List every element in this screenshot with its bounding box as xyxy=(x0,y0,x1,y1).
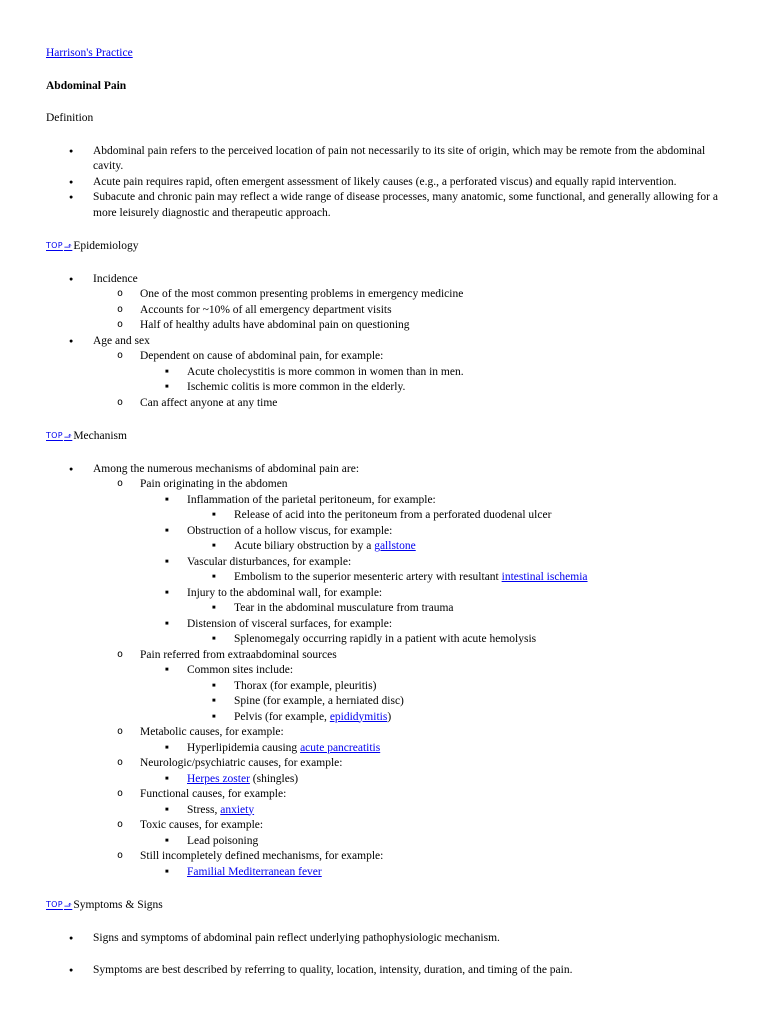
top-link[interactable]: TOP⬏ xyxy=(46,900,73,911)
list-item: ■ Injury to the abdominal wall, for example: ■ Tear in the abdominal musculature from trauma xyxy=(140,586,736,617)
list-item: o One of the most common presenting problems in emergency medicine xyxy=(93,287,736,303)
list-item: o Metabolic causes, for example: ■ Hyperlipidemia causing acute pancreatitis xyxy=(93,725,736,756)
list-item: ● Among the numerous mechanisms of abdominal pain are: o Pain originating in the abdomen ■ Inflammation of the parietal peritoneum, for example: ■ Release of acid into the peritoneum from a perforated duodenal ulcer ■ Obstruction of a hollow viscus, for example: ■ Acute biliary obstruction by a gallstone ■ Vascular disturbances, for example: ■ Embolism to the superior mesenteric artery with resultant intestinal ischemia ■ Injury to the abdominal wall, for example: ■ Tear in the abdominal musculature from trauma ■ Distension of visceral surfaces, for example: ■ Splenomegaly occurring rapidly in a patient with acute hemolysis o Pain referred from extraabdominal sources ■ Common sites include: ■ Thorax (for example, pleuritis) ■ Spine (for example, a herniated disc) ■ Pelvis (for example, epididymitis) o Metabolic causes, for example: ■ Hyperlipidemia causing acute pancreatitis o Neurologic/psychiatric causes, for example: ■ Herpes zoster (shingles) o Functional causes, for example: ■ Stress, anxiety o Toxic causes, for example: ■ Lead poisoning o Still incompletely defined mechanisms, for example: ■ Familial Mediterranean fever xyxy=(46,462,736,881)
epidemiology-heading: TOP⬏Epidemiology xyxy=(46,240,139,252)
list-item: o Still incompletely defined mechanisms, for example: ■ Familial Mediterranean fever xyxy=(93,849,736,880)
list-item: ■ Splenomegaly occurring rapidly in a patient with acute hemolysis xyxy=(187,632,736,648)
list-item: ■ Spine (for example, a herniated disc) xyxy=(187,694,736,710)
list-item: ■ Inflammation of the parietal peritoneum, for example: ■ Release of acid into the peritoneum from a perforated duodenal ulcer xyxy=(140,493,736,524)
list-item: ● Acute pain requires rapid, often emergent assessment of likely causes (e.g., a perforated viscus) and equally rapid intervention. xyxy=(46,175,736,191)
page-title: Abdominal Pain xyxy=(46,79,127,92)
list-item: ■ Hyperlipidemia causing acute pancreatitis xyxy=(140,741,736,757)
list-item: o Functional causes, for example: ■ Stress, anxiety xyxy=(93,787,736,818)
gallstone-link[interactable]: gallstone xyxy=(374,540,416,552)
anxiety-link[interactable]: anxiety xyxy=(220,803,255,816)
list-item: ● Age and sex o Dependent on cause of abdominal pain, for example: ■ Acute cholecystitis is more common in women than in men. ■ Ischemic colitis is more common in the elderly. o Can affect anyone at any time xyxy=(46,334,736,412)
list-item: o Pain referred from extraabdominal sources ■ Common sites include: ■ Thorax (for example, pleuritis) ■ Spine (for example, a herniated disc) ■ Pelvis (for example, epididymitis) xyxy=(93,648,736,726)
herpes-zoster-link[interactable]: Herpes zoster xyxy=(187,772,250,785)
list-item: ■ Distension of visceral surfaces, for example: ■ Splenomegaly occurring rapidly in a patient with acute hemolysis xyxy=(140,617,736,648)
list-item: ● Signs and symptoms of abdominal pain reflect underlying pathophysiologic mechanism. xyxy=(46,931,736,947)
list-item xyxy=(140,865,736,881)
symptoms-list xyxy=(46,931,736,979)
list-item: ■ Acute cholecystitis is more common in women than in men. xyxy=(140,365,736,381)
up-arrow-icon: ⬏ xyxy=(63,241,73,252)
list-item: ■ Acute biliary obstruction by a gallstone xyxy=(187,539,736,555)
familial-mediterranean-fever-link[interactable]: Familial Mediterranean fever xyxy=(187,865,322,878)
epidemiology-list xyxy=(46,272,736,412)
list-item: ■ Embolism to the superior mesenteric artery with resultant intestinal ischemia xyxy=(187,570,736,586)
intestinal-ischemia-link[interactable]: intestinal ischemia xyxy=(501,571,588,583)
list-item: o Neurologic/psychiatric causes, for example: ■ Herpes zoster (shingles) xyxy=(93,756,736,787)
list-item: o Half of healthy adults have abdominal pain on questioning xyxy=(93,318,736,334)
list-item: o Dependent on cause of abdominal pain, for example: ■ Acute cholecystitis is more common in women than in men. ■ Ischemic colitis is more common in the elderly. xyxy=(93,349,736,396)
top-link[interactable]: TOP⬏ xyxy=(46,431,73,442)
harrisons-practice-link[interactable]: Harrison's Practice xyxy=(46,47,133,59)
acute-pancreatitis-link[interactable]: acute pancreatitis xyxy=(300,741,381,754)
list-item: ● Symptoms are best described by referring to quality, location, intensity, duration, and timing of the pain. xyxy=(46,963,736,979)
mechanism-heading: TOP⬏Mechanism xyxy=(46,430,127,442)
list-item: ■ Stress, anxiety xyxy=(140,803,736,819)
symptoms-heading: TOP⬏Symptoms & Signs xyxy=(46,899,163,911)
list-item: o Pain originating in the abdomen ■ Inflammation of the parietal peritoneum, for example: ■ Release of acid into the peritoneum from a perforated duodenal ulcer ■ Obstruction of a hollow viscus, for example: ■ Acute biliary obstruction by a gallstone ■ Vascular disturbances, for example: ■ Embolism to the superior mesenteric artery with resultant intestinal ischemia ■ Injury to the abdominal wall, for example: ■ Tear in the abdominal musculature from trauma ■ Distension of visceral surfaces, for example: ■ Splenomegaly occurring rapidly in a patient with acute hemolysis xyxy=(93,477,736,648)
list-item: ● Abdominal pain refers to the perceived location of pain not necessarily to its site of origin, which may be remote from the abdominal cavity. xyxy=(46,144,736,175)
mechanism-list xyxy=(46,462,736,881)
list-item: ■ Obstruction of a hollow viscus, for example: ■ Acute biliary obstruction by a gallstone xyxy=(140,524,736,555)
list-item: ■ Lead poisoning xyxy=(140,834,736,850)
list-item: ■ Ischemic colitis is more common in the elderly. xyxy=(140,380,736,396)
list-item: ● Incidence o One of the most common presenting problems in emergency medicine o Accounts for ~10% of all emergency department visits o Half of healthy adults have abdominal pain on questioning xyxy=(46,272,736,334)
list-item: ■ Vascular disturbances, for example: ■ Embolism to the superior mesenteric artery with resultant intestinal ischemia xyxy=(140,555,736,586)
up-arrow-icon: ⬏ xyxy=(63,431,73,442)
list-item: ■ Pelvis (for example, epididymitis) xyxy=(187,710,736,726)
list-item: ■ Release of acid into the peritoneum from a perforated duodenal ulcer xyxy=(187,508,736,524)
list-item: ■ Common sites include: ■ Thorax (for example, pleuritis) ■ Spine (for example, a herniated disc) ■ Pelvis (for example, epididymitis) xyxy=(140,663,736,725)
document-page xyxy=(46,46,736,996)
list-item: o Can affect anyone at any time xyxy=(93,396,736,412)
up-arrow-icon: ⬏ xyxy=(63,900,73,911)
definition-list xyxy=(46,144,736,222)
definition-heading: Definition xyxy=(46,112,94,124)
list-item: ■ Tear in the abdominal musculature from trauma xyxy=(187,601,736,617)
list-item: o Accounts for ~10% of all emergency department visits xyxy=(93,303,736,319)
top-link[interactable]: TOP⬏ xyxy=(46,241,73,252)
epididymitis-link[interactable]: epididymitis xyxy=(329,710,388,723)
list-item: ● Subacute and chronic pain may reflect a wide range of disease processes, many anatomic, some functional, and generally allowing for a more leisurely diagnostic and therapeutic approach. xyxy=(46,190,736,221)
list-item: ■ Herpes zoster (shingles) xyxy=(140,772,736,788)
list-item: o Toxic causes, for example: ■ Lead poisoning xyxy=(93,818,736,849)
list-item: ■ Thorax (for example, pleuritis) xyxy=(187,679,736,695)
